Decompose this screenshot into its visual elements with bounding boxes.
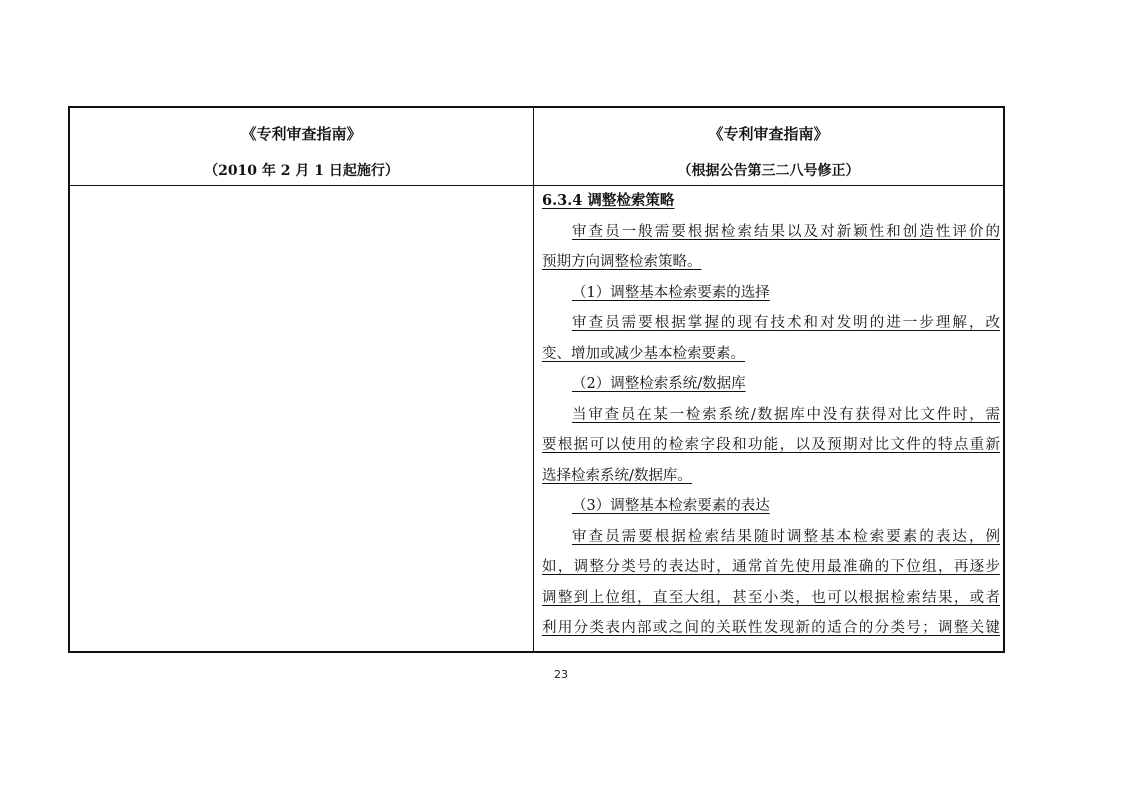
text-line: 选择检索系统/数据库。 xyxy=(542,467,692,484)
comparison-table xyxy=(68,106,1005,653)
text-line: 当审查员在某一检索系统/数据库中没有获得对比文件时，需 xyxy=(572,406,1000,423)
text-line: 变、增加或减少基本检索要素。 xyxy=(542,345,745,362)
left-header-title: 《专利审查指南》 xyxy=(241,125,362,143)
right-header-subtitle: （根据公告第三二八号修正） xyxy=(677,163,860,179)
text-line: 预期方向调整检索策略。 xyxy=(542,254,702,270)
text-line: 审查员一般需要根据检索结果以及对新颖性和创造性评价的 xyxy=(572,223,1000,240)
left-header-subtitle: （2010 年 2 月 1 日起施行） xyxy=(204,163,399,179)
column-divider xyxy=(533,108,534,651)
list-heading: （1）调整基本检索要素的选择 xyxy=(572,284,770,301)
text-line: 审查员需要根据掌握的现有技术和对发明的进一步理解，改 xyxy=(572,315,1000,331)
list-heading: （3）调整基本检索要素的表达 xyxy=(572,498,770,514)
right-column-body xyxy=(542,186,1000,644)
text-line: 要根据可以使用的检索字段和功能，以及预期对比文件的特点重新 xyxy=(542,437,1000,453)
list-heading: （2）调整检索系统/数据库 xyxy=(572,376,746,392)
text-line: 利用分类表内部或之间的关联性发现新的适合的分类号；调整关键 xyxy=(542,620,1000,636)
text-line: 如，调整分类号的表达时，通常首先使用最准确的下位组，再逐步 xyxy=(542,559,1000,575)
right-header-title: 《专利审查指南》 xyxy=(708,125,829,143)
header-cell-left xyxy=(70,108,533,185)
section-heading: 6.3.4 调整检索策略 xyxy=(542,192,675,209)
page-number: 23 xyxy=(554,668,568,681)
text-line: 调整到上位组，直至大组，甚至小类，也可以根据检索结果，或者 xyxy=(542,589,1000,606)
text-line: 审查员需要根据检索结果随时调整基本检索要素的表达，例 xyxy=(572,528,1000,545)
header-cell-right xyxy=(534,108,1003,185)
